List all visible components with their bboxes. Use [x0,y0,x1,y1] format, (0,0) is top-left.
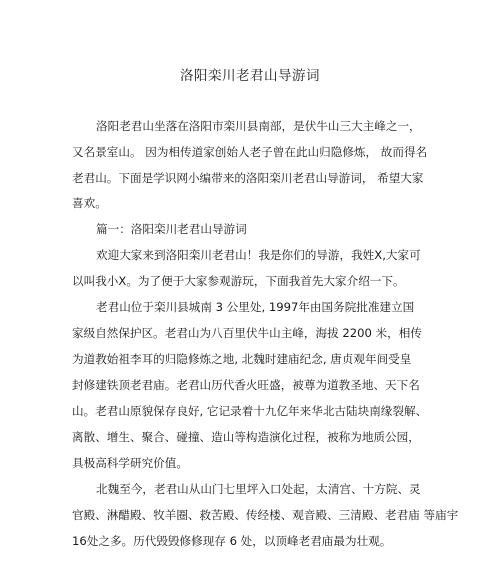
paragraph-line: 洛阳老君山坐落在洛阳市栾川县南部，是伏牛山三大主峰之一， [96,119,421,133]
paragraph-line: 以叫我小X。为了便于大家参观游玩，下面我首先大家介绍一下。 [72,274,405,288]
paragraph-line: 北魏至今，老君山从山门七里坪入口处起，太清宫、十方院、灵 [96,482,421,496]
bottom-fade [0,552,500,566]
document-title: 洛阳栾川老君山导游词 [180,68,320,84]
paragraph-line: 山。老君山原貌保存良好, 它记录着十九亿年来华北古陆块南缘裂解、 [72,404,428,418]
section-heading: 篇一：洛阳栾川老君山导游词 [96,222,247,236]
paragraph-line: 具极高科学研究价值。 [72,456,188,470]
paragraph-line: 喜欢。 [72,196,107,210]
paragraph-line: 16处之多。历代毁毁修修现存 6 处，以顶峰老君庙最为壮观。 [72,534,392,548]
paragraph-line: 封修建铁顶老君庙。老君山历代香火旺盛，被尊为道教圣地、天下名 [72,378,420,392]
paragraph-line: 离散、增生、聚合、碰撞、造山等构造演化过程，被称为地质公园， [72,430,420,444]
paragraph-line: 家级自然保护区。老君山为八百里伏牛山主峰，海拔 2200 米，相传 [72,326,422,340]
paragraph-line: 官殿、淋醋殿、牧羊圈、救苦殿、传经楼、观音殿、三清殿、老君庙 等庙宇 [72,508,459,522]
paragraph-line: 为道教始祖李耳的归隐修炼之地, 北魏时建庙纪念, 唐贞观年间受皇 [72,352,412,366]
paragraph-line: 又名景室山。 因为相传道家创始人老子曾在此山归隐修炼， 故而得名 [72,145,428,159]
paragraph-line: 欢迎大家来到洛阳栾川老君山！我是你们的导游，我姓X,大家可 [96,248,421,262]
paragraph-line: 老君山位于栾川县城南 3 公里处, 1997年由国务院批准建立国 [96,300,415,314]
paragraph-line: 老君山。下面是学识网小编带来的洛阳栾川老君山导游词， 希望大家 [72,171,424,185]
